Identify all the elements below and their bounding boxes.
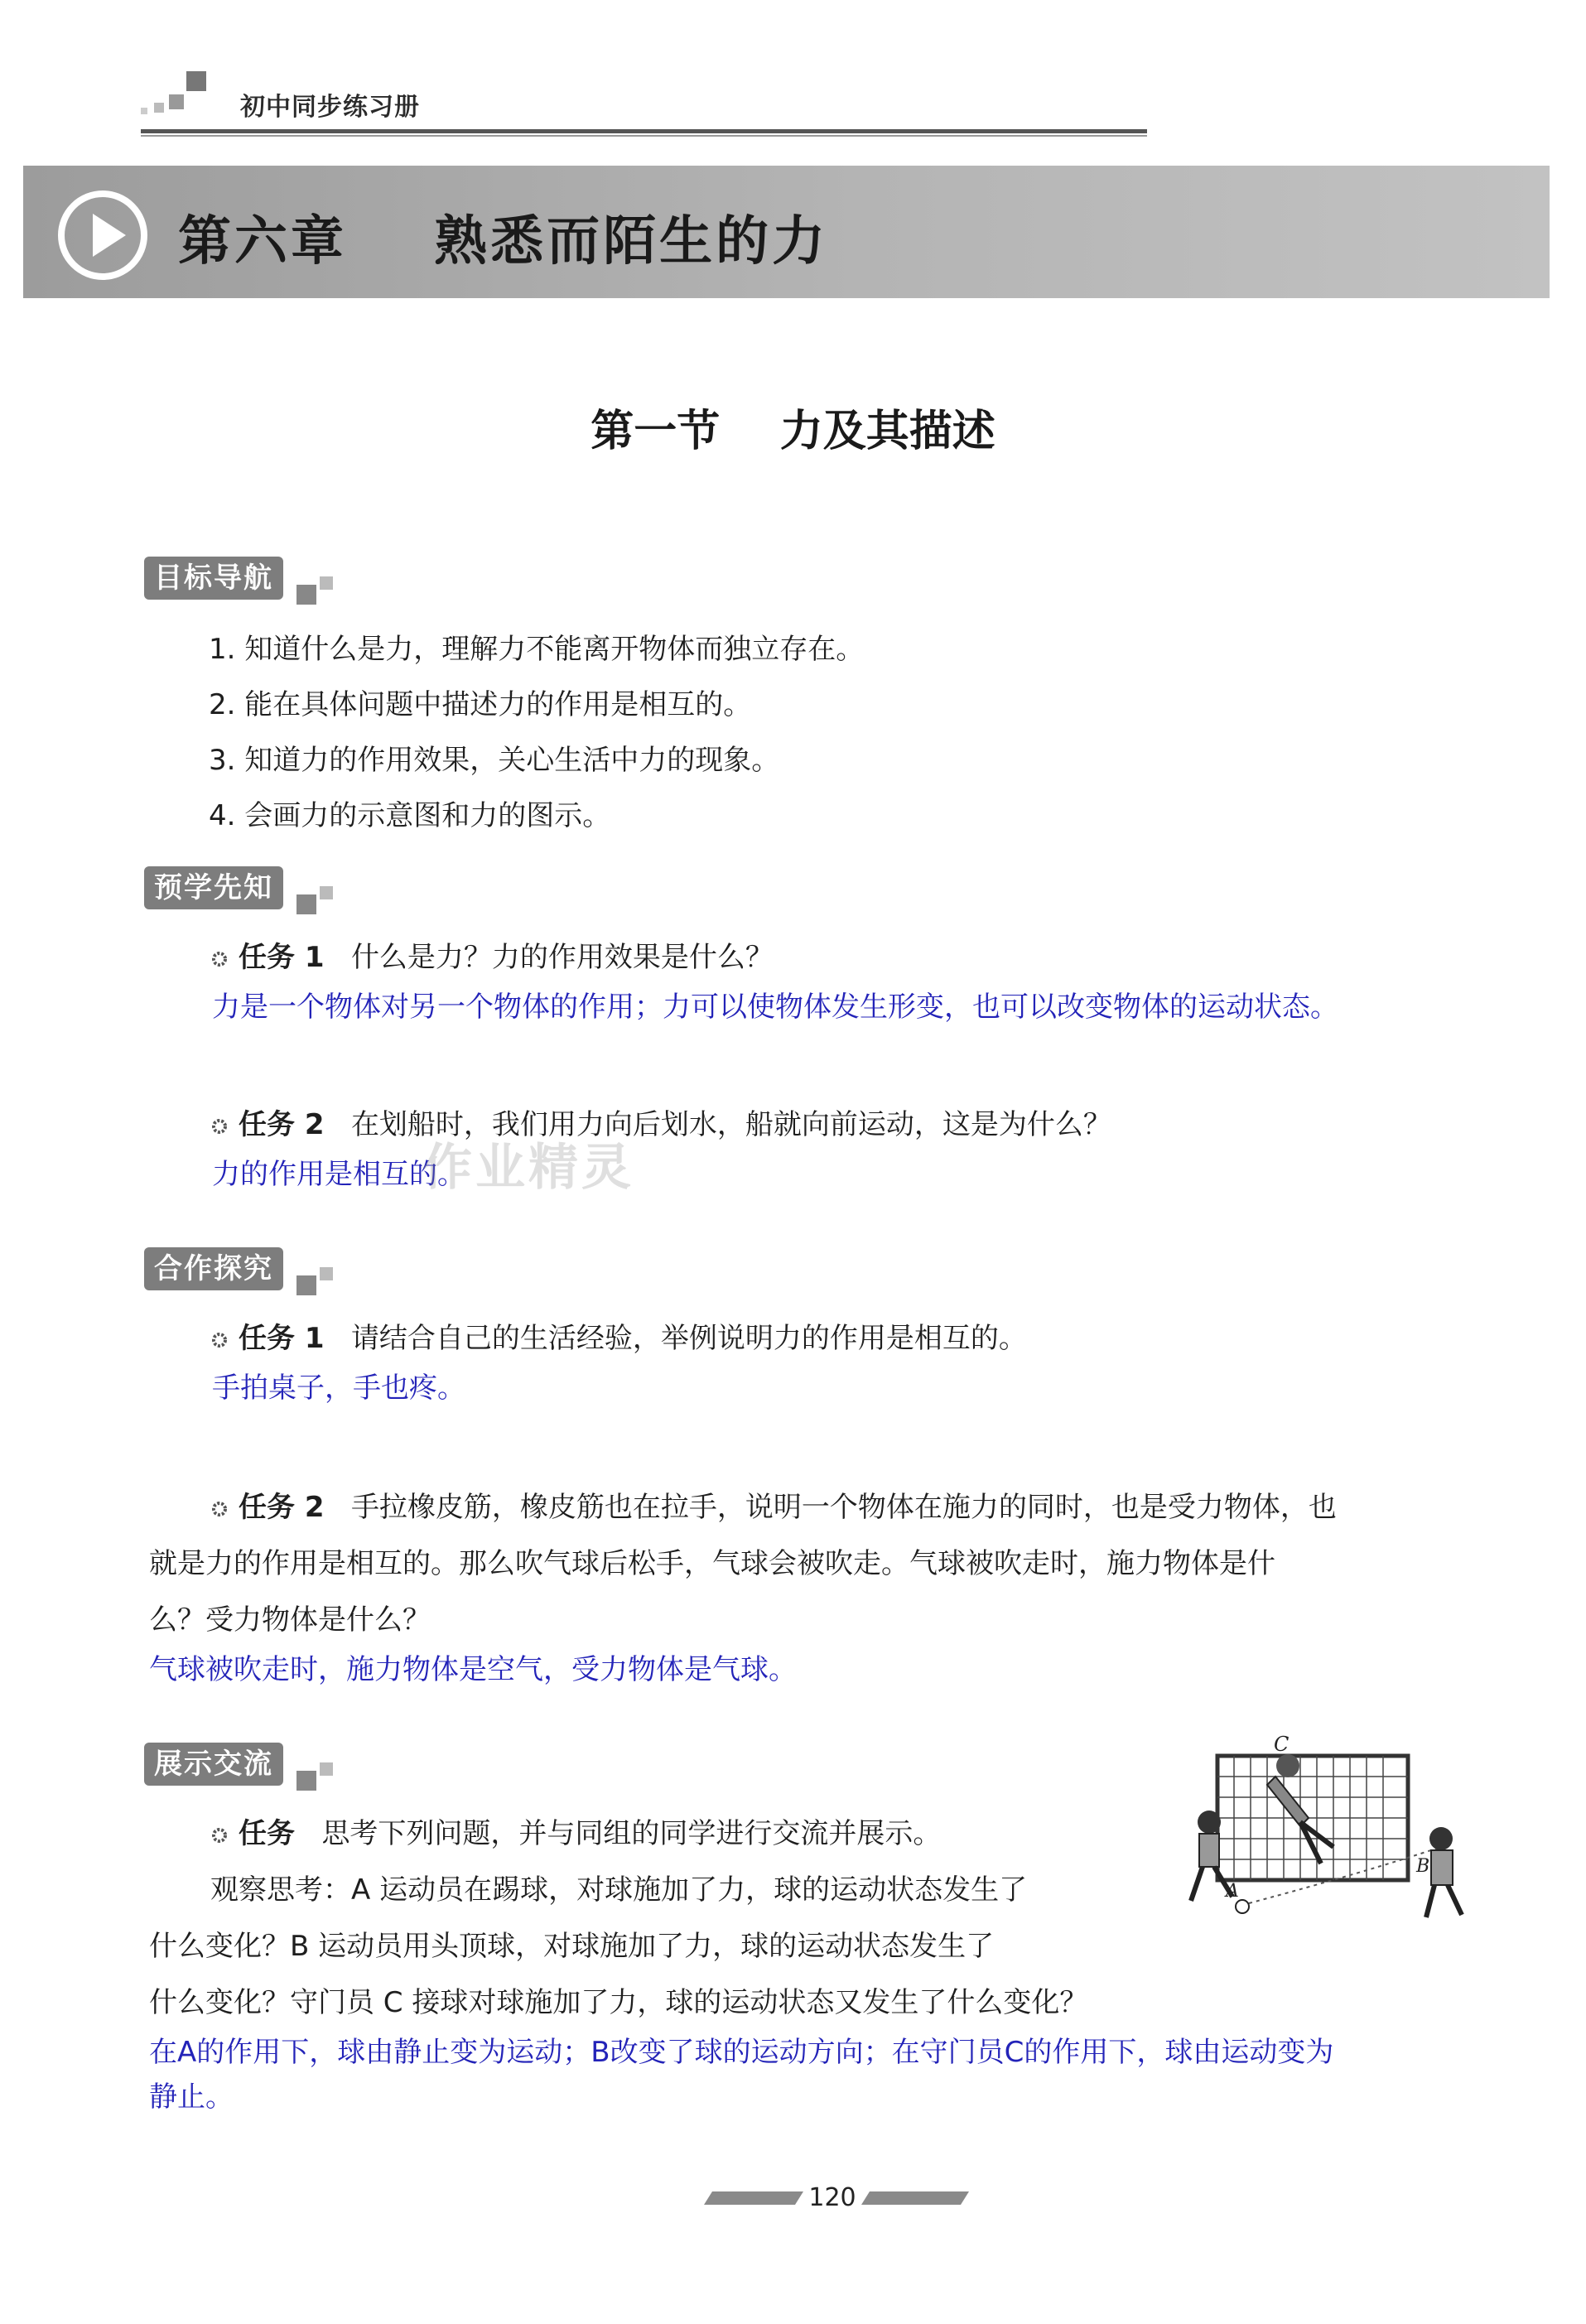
label-decoration-icon	[296, 1762, 346, 1796]
figure-label-a: A	[1226, 1881, 1239, 1902]
ball-trajectory	[1249, 1847, 1441, 1903]
goal-item: 4. 会画力的示意图和力的图示。	[209, 799, 611, 832]
preview-task1-question	[210, 939, 774, 976]
goal-item: 3. 知道力的作用效果，关心生活中力的现象。	[209, 744, 780, 777]
display-answer: 在A的作用下，球由静止变为运动；B改变了球的运动方向；在守门员C的作用下，球由运动变为	[149, 2036, 1334, 2069]
task-gear-icon	[210, 950, 229, 968]
book-title: 初中同步练习册	[240, 93, 420, 122]
task-question: 在划船时，我们用力向后划水，船就向前运动，这是为什么？	[350, 1108, 1111, 1141]
section-title: 第一节 力及其描述	[591, 407, 995, 456]
display-observation: 什么变化？B 运动员用头顶球，对球施加了力，球的运动状态发生了	[149, 1930, 995, 1963]
cooperate-task2-question	[210, 1489, 1337, 1526]
preview-task1-answer: 力是一个物体对另一个物体的作用；力可以使物体发生形变，也可以改变物体的运动状态。	[212, 991, 1338, 1024]
display-observation: 观察思考：A 运动员在踢球，对球施加了力，球的运动状态发生了	[210, 1873, 1028, 1907]
cooperate-task2-question-cont: 么？受力物体是什么？	[149, 1603, 431, 1637]
footer-decoration-icon	[861, 2191, 969, 2205]
header-rule	[141, 129, 1147, 133]
cooperate-task2-answer: 气球被吹走时，施力物体是空气，受力物体是气球。	[149, 1653, 797, 1686]
task-gear-icon	[210, 1500, 229, 1518]
preview-task2-answer: 力的作用是相互的。	[212, 1158, 465, 1191]
label-decoration-icon	[296, 886, 346, 919]
task-gear-icon	[210, 1117, 229, 1135]
preview-task2-question	[210, 1107, 1111, 1143]
soccer-illustration	[1176, 1731, 1482, 1946]
label-display: 展示交流	[144, 1743, 283, 1786]
label-goals: 目标导航	[144, 557, 283, 600]
cooperate-task1-answer: 手拍桌子，手也疼。	[212, 1372, 465, 1405]
label-cooperate: 合作探究	[144, 1247, 283, 1290]
task-tag: 任务 2	[239, 1491, 325, 1524]
footer-decoration-icon	[704, 2191, 803, 2205]
figure-label-c: C	[1274, 1733, 1290, 1756]
display-task-question	[210, 1815, 941, 1852]
header-decoration-icon	[141, 71, 215, 121]
label-preview: 预学先知	[144, 866, 283, 909]
task-question: 请结合自己的生活经验，举例说明力的作用是相互的。	[350, 1322, 1027, 1355]
task-gear-icon	[210, 1331, 229, 1349]
label-decoration-icon	[296, 1267, 346, 1300]
cooperate-task2-question-cont: 就是力的作用是相互的。那么吹气球后松手，气球会被吹走。气球被吹走时，施力物体是什	[149, 1547, 1275, 1580]
task-question: 什么是力？力的作用效果是什么？	[350, 941, 774, 974]
goal-item: 2. 能在具体问题中描述力的作用是相互的。	[209, 688, 752, 721]
goal-item: 1. 知道什么是力，理解力不能离开物体而独立存在。	[209, 633, 865, 666]
chapter-title: 第六章 熟悉而陌生的力	[178, 211, 829, 272]
figure-label-b: B	[1416, 1856, 1430, 1877]
play-circle-icon	[56, 189, 149, 282]
goal-net	[1217, 1756, 1408, 1880]
watermark: 作业精灵	[422, 1139, 634, 1197]
task-question: 手拉橡皮筋，橡皮筋也在拉手，说明一个物体在施力的同时，也是受力物体，也	[350, 1491, 1337, 1524]
display-observation: 什么变化？守门员 C 接球对球施加了力，球的运动状态又发生了什么变化？	[149, 1986, 1088, 2019]
task-gear-icon	[210, 1826, 229, 1844]
label-decoration-icon	[296, 576, 346, 610]
header-rule-thin	[141, 135, 1147, 137]
task-question: 思考下列问题，并与同组的同学进行交流并展示。	[321, 1817, 942, 1850]
task-tag: 任务 2	[239, 1108, 325, 1141]
display-answer: 静止。	[149, 2081, 234, 2114]
soccer-ball-icon	[1236, 1900, 1249, 1913]
page-number: 120	[808, 2183, 856, 2212]
task-tag: 任务	[239, 1817, 295, 1850]
task-tag: 任务 1	[239, 941, 325, 974]
player-b	[1426, 1827, 1462, 1917]
task-tag: 任务 1	[239, 1322, 325, 1355]
cooperate-task1-question	[210, 1320, 1027, 1357]
